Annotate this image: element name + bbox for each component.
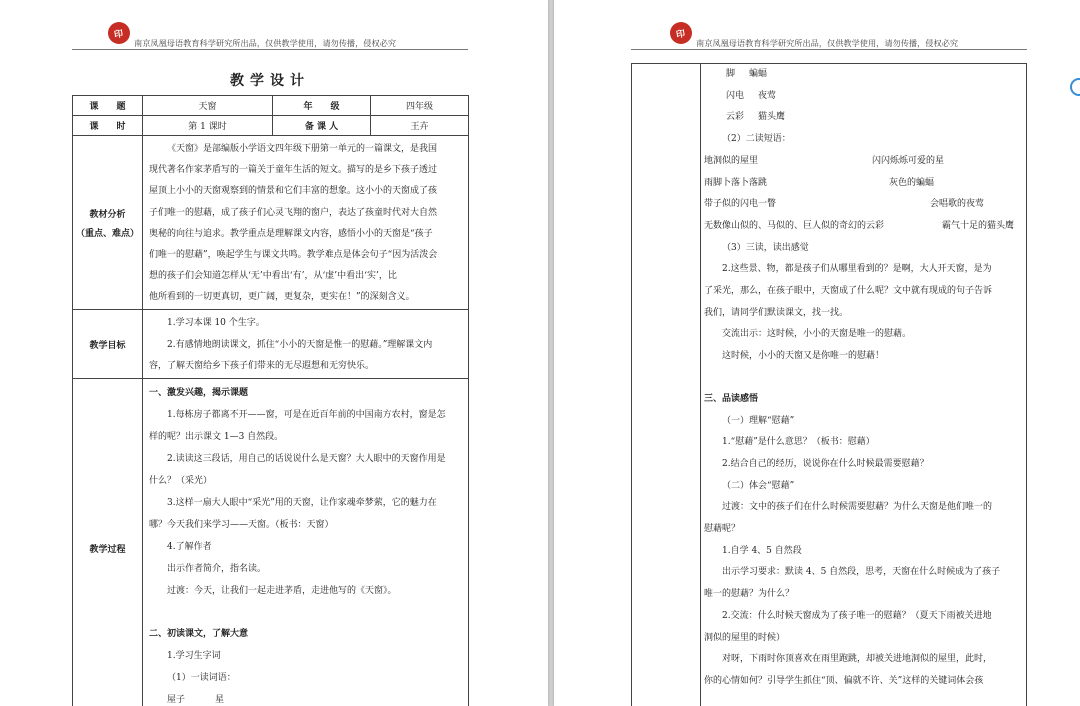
- analysis-label: [73, 136, 143, 310]
- analysis-content: [143, 136, 469, 310]
- process-content-continued: [704, 64, 1024, 693]
- phrase-row: [704, 194, 1024, 216]
- seal-logo-icon: 印: [670, 22, 692, 44]
- analysis-line: 们唯一的慰藉”，唤起学生与课文共鸣。教学难点是体会句子“因为活泼会: [149, 250, 438, 261]
- process-line: 2.交流：什么时候天窗成为了孩子唯一的慰藉？（夏天下雨被关进地: [722, 610, 992, 621]
- phrase: 灰色的蝙蝠: [888, 177, 934, 188]
- table-column-rule: [700, 63, 701, 706]
- process-line: 了采光，那么，在孩子眼中，天窗成了什么呢？文中就有现成的句子告诉: [704, 286, 993, 297]
- analysis-line: 想的孩子们会知道怎样从‘无’中看出‘有’，从‘虚’中看出‘实’，比: [149, 271, 397, 282]
- process-line: 唯一的慰藉？为什么？: [704, 589, 795, 600]
- header-notice: 南京凤凰母语教育科学研究所出品，仅供教学使用，请勿传播，侵权必究: [696, 38, 959, 48]
- word: 星: [215, 695, 225, 706]
- analysis-line: 子们唯一的慰藉，成了孩子们心灵飞翔的窗户，表达了孩童时代对大自然: [149, 207, 438, 218]
- phrase: 地洞似的屋里: [704, 155, 759, 166]
- process-line: （3）三读，读出感觉: [722, 242, 809, 253]
- process-line: （2）二读短语：: [722, 134, 791, 145]
- process-line: 这时候，小小的天窗又是你唯一的慰藉！: [722, 351, 885, 362]
- process-line: 3.这样一扇大人眼中“采光”用的天窗，让作家魂牵梦萦，它的魅力在: [167, 498, 437, 509]
- section-heading: 三、品读感悟: [704, 393, 759, 404]
- process-line: 过渡：文中的孩子们在什么时候需要慰藉？为什么天窗是他们唯一的: [722, 502, 993, 513]
- scroll-indicator-icon[interactable]: [1070, 78, 1080, 96]
- process-line: 洞似的屋里的时候）: [704, 632, 786, 643]
- word-row: [704, 86, 1024, 108]
- process-line: 2.结合自己的经历，说说你在什么时候最需要慰藉？: [722, 458, 929, 469]
- course-label: 课 题: [73, 96, 143, 116]
- phrase: 霸气十足的猫头鹰: [941, 220, 1014, 231]
- phrase: 无数像山似的、马似的、巨人似的奇幻的云彩: [704, 220, 885, 231]
- lesson-plan-table: [72, 95, 469, 706]
- teacher-label: 备 课 人: [273, 116, 371, 136]
- period-label: 课 时: [73, 116, 143, 136]
- process-line: 慰藉呢？: [704, 524, 741, 535]
- course-value: 天窗: [143, 96, 273, 116]
- process-line: 2.读读这三段话，用自己的话说说什么是天窗？大人眼中的天窗作用是: [167, 454, 446, 465]
- grade-label: 年 级: [273, 96, 371, 116]
- process-content: [143, 379, 469, 706]
- document-page-right: [554, 0, 1080, 706]
- process-line: 你的心情如何？引导学生抓住“顶、偏就不许、关”这样的关键词体会孩: [704, 675, 984, 686]
- word: 屋子: [167, 695, 186, 706]
- header-rule: [631, 49, 1027, 50]
- goals-label: 教学目标: [73, 310, 143, 379]
- teacher-value: 王卉: [371, 116, 469, 136]
- goal-line: 2.有感情地朗读课文，抓住“小小的天窗是惟一的慰藉。”理解课文内: [167, 339, 433, 350]
- analysis-label-text: 教材分析: [89, 209, 126, 220]
- section-heading: 一、激发兴趣，揭示课题: [149, 388, 249, 399]
- analysis-line: 屋顶上小小的天窗观察到的情景和它们丰富的想象。这小小的天窗成了孩: [149, 186, 438, 197]
- process-line: 1.学习生字词: [167, 651, 221, 662]
- process-line: 2.这些景、物，都是孩子们从哪里看到的？是啊，大人开天窗，是为: [722, 264, 992, 275]
- analysis-line: 他所看到的一切更真切，更广阔，更复杂，更实在！”的深刻含义。: [149, 292, 415, 303]
- spacer: [704, 368, 1024, 389]
- process-line: （1）一读词语：: [167, 673, 236, 684]
- grade-value: 四年级: [371, 96, 469, 116]
- process-line: （二）体会“慰藉”: [722, 480, 795, 491]
- process-line: 1.“慰藉”是什么意思？（板书：慰藉）: [722, 437, 875, 448]
- word: 夜莺: [758, 90, 777, 101]
- process-line: 过渡：今天，让我们一起走进茅盾，走进他写的《天窗》。: [167, 586, 397, 597]
- process-line: 样的呢？出示课文 1—3 自然段。: [149, 432, 284, 443]
- process-line: 1.自学 4、5 自然段: [722, 545, 802, 556]
- header-rule: [72, 49, 468, 50]
- phrase: 带子似的闪电一瞥: [704, 199, 777, 210]
- phrase: 闪闪烁烁可爱的星: [871, 155, 944, 166]
- word: 云彩: [726, 112, 745, 123]
- process-line: 4.了解作者: [167, 542, 212, 553]
- analysis-line: 奥秘的向往与追求。教学重点是理解课文内容，感悟小小的天窗是“孩子: [149, 228, 433, 239]
- goals-content: [143, 310, 469, 379]
- spacer: [149, 602, 462, 623]
- word-row: [149, 689, 462, 706]
- process-line: （一）理解“慰藉”: [722, 415, 795, 426]
- process-line: 什么？（采光）: [149, 476, 213, 487]
- process-line: 出示作者简介，指名读。: [167, 564, 267, 575]
- phrase-row: [704, 151, 1024, 173]
- process-line: 我们，请同学们默读课文，找一找。: [704, 307, 849, 318]
- process-label: 教学过程: [73, 379, 143, 706]
- analysis-line: 《天窗》是部编版小学语文四年级下册第一单元的一篇课文，是我国: [167, 144, 438, 154]
- word: 闪电: [726, 90, 745, 101]
- analysis-line: 现代著名作家茅盾写的一篇关于童年生活的短文。描写的是乡下孩子透过: [149, 165, 438, 176]
- process-line: 对呀，下雨时你顶喜欢在雨里跑跳，却被关进地洞似的屋里，此时，: [722, 654, 993, 665]
- header-notice: 南京凤凰母语教育科学研究所出品，仅供教学使用，请勿传播，侵权必究: [134, 38, 397, 48]
- phrase-row: [704, 173, 1024, 195]
- word-row: [704, 107, 1024, 129]
- process-line: 交流出示：这时候，小小的天窗是唯一的慰藉。: [722, 329, 912, 340]
- word: 猫头鹰: [758, 112, 786, 123]
- phrase: 会唱歌的夜莺: [929, 199, 984, 210]
- process-line: 出示学习要求：默读 4、5 自然段，思考，天窗在什么时候成为了孩子: [722, 567, 1001, 578]
- word: 脚: [726, 69, 736, 79]
- word: 蝙蝠: [749, 69, 768, 79]
- section-heading: 二、初读课文，了解大意: [149, 629, 249, 640]
- process-line: 1.每栋房子都离不开——窗，可是在近百年前的中国南方农村，窗是怎: [167, 410, 446, 421]
- phrase-row: [704, 216, 1024, 238]
- process-line: 哪？今天我们来学习——天窗。（板书：天窗）: [149, 520, 334, 531]
- seal-logo-icon: 印: [108, 22, 130, 44]
- word-row: [704, 64, 1024, 86]
- analysis-sublabel: （重点、难点）: [75, 228, 139, 239]
- page-title: 教学设计: [230, 73, 310, 89]
- goal-line: 1.学习本课 10 个生字。: [167, 318, 265, 328]
- goal-line: 容，了解天窗给乡下孩子们带来的无尽遐想和无穷快乐。: [149, 361, 375, 372]
- period-value: 第 1 课时: [143, 116, 273, 136]
- phrase: 雨脚卜落卜落跳: [704, 177, 768, 188]
